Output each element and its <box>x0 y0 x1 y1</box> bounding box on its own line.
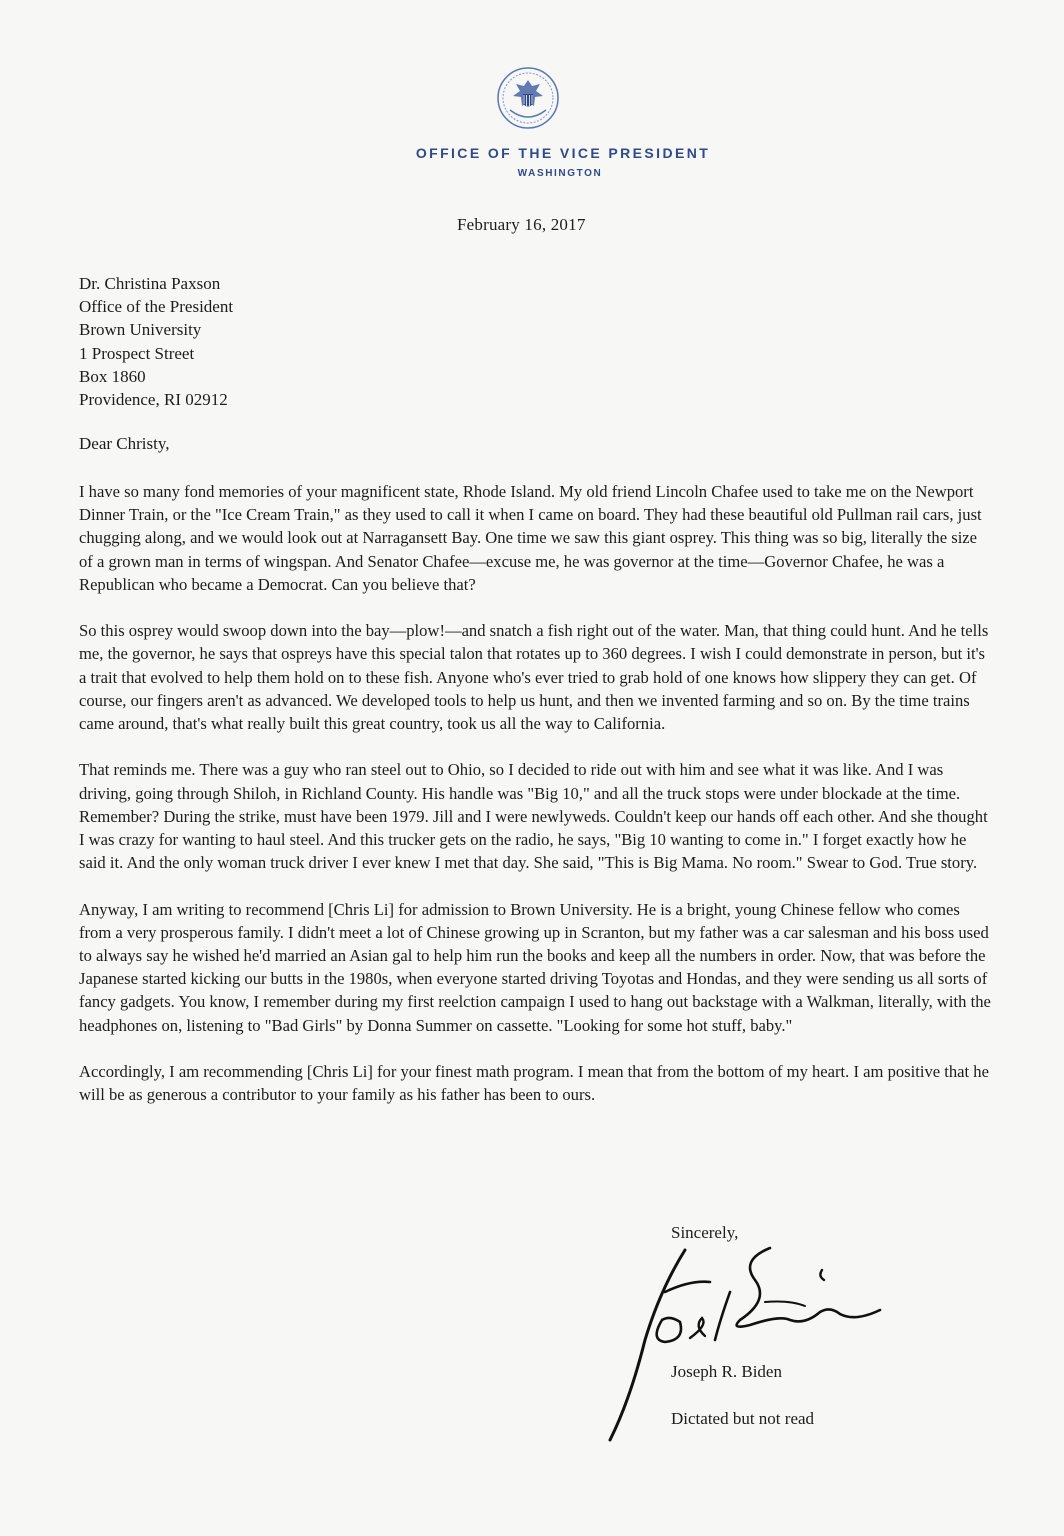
letter-date: February 16, 2017 <box>457 215 586 234</box>
body-paragraph: That reminds me. There was a guy who ran steel out to Ohio, so I decided to ride out with him and see what it was like. And I was driving, going through Shiloh, in Richland County. His handle was "Big 10," and all the truck stops were under blockade at the time. Remember? During the strike, must have been 1979. Jill and I were newlyweds. Couldn't keep our hands off each other. And she thought I was crazy for wanting to haul steel. And this trucker gets on the radio, he says, "Big 10 wanting to come in." I forget exactly how he said it. And the only woman truck driver I ever knew I met that day. She said, "This is Big Mama. No room." Swear to God. True story. <box>79 760 988 873</box>
recipient-address <box>79 272 233 411</box>
address-line: 1 Prospect Street <box>79 343 195 363</box>
address-line: Office of the President <box>79 297 234 317</box>
address-line: Box 1860 <box>79 366 146 386</box>
address-line: Dr. Christina Paxson <box>79 274 221 293</box>
body-paragraph: I have so many fond memories of your magnificent state, Rhode Island. My old friend Lincoln Chafee used to take me on the Newport Dinner Train, or the "Ice Cream Train," as they used to call it when I came on board. They had these beautiful old Pullman rail cars, just chugging along, and we would look out at Narragansett Bay. One time we saw this giant osprey. This thing was so big, literally the size of a grown man in terms of wingspan. And Senator Chafee—excuse me, he was governor at the time—Governor Chafee, he was a Republican who became a Democrat. Can you believe that? <box>79 482 982 594</box>
body-paragraph: Accordingly, I am recommending [Chris Li] for your finest math program. I mean that from the bottom of my heart. I am positive that he will be as generous a contributor to your family as his father has been to ours. <box>79 1062 989 1105</box>
letterhead-office: OFFICE OF THE VICE PRESIDENT <box>415 145 711 161</box>
body-paragraph: Anyway, I am writing to recommend [Chris Li] for admission to Brown University. He is a bright, young Chinese fellow who comes from a very prosperous family. I didn't meet a lot of Chinese growing up in Scranton, but my father was a car salesman and his boss used to always say he wished he'd married an Asian gal to help him run the books and keep all the numbers in order. Now, that was before the Japanese started kicking our butts in the 1980s, when everyone started driving Toyotas and Hondas, and they were sending us all sorts of fancy gadgets. You know, I remember during my first reelction campaign I used to hang out backstage with a Walkman, literally, with the headphones on, listening to "Bad Girls" by Donna Summer on cassette. "Looking for some hot stuff, baby." <box>79 899 991 1035</box>
letterhead-city: WASHINGTON <box>517 168 603 179</box>
salutation: Dear Christy, <box>79 434 170 453</box>
letter-body <box>79 480 994 1130</box>
closing: Sincerely, <box>671 1223 739 1242</box>
vice-president-seal-icon <box>496 66 560 130</box>
signer-name: Joseph R. Biden <box>671 1362 782 1381</box>
dictation-note: Dictated but not read <box>671 1409 815 1428</box>
body-paragraph: So this osprey would swoop down into the bay—plow!—and snatch a fish right out of the water. Man, that thing could hunt. And he tells me, the governor, he says that ospreys have this special talon that rotates up to 360 degrees. I wish I could demonstrate in person, but it's a trait that evolved to help them hold on to these fish. Anyone who's ever tried to grab hold of one knows how slippery they can get. Of course, our fingers aren't as advanced. We developed tools to help us hunt, and then we invented farming and so on. By the time trains came around, that's what really built this great country, took us all the way to California. <box>79 621 989 734</box>
address-line: Providence, RI 02912 <box>79 390 228 410</box>
address-line: Brown University <box>79 320 202 340</box>
